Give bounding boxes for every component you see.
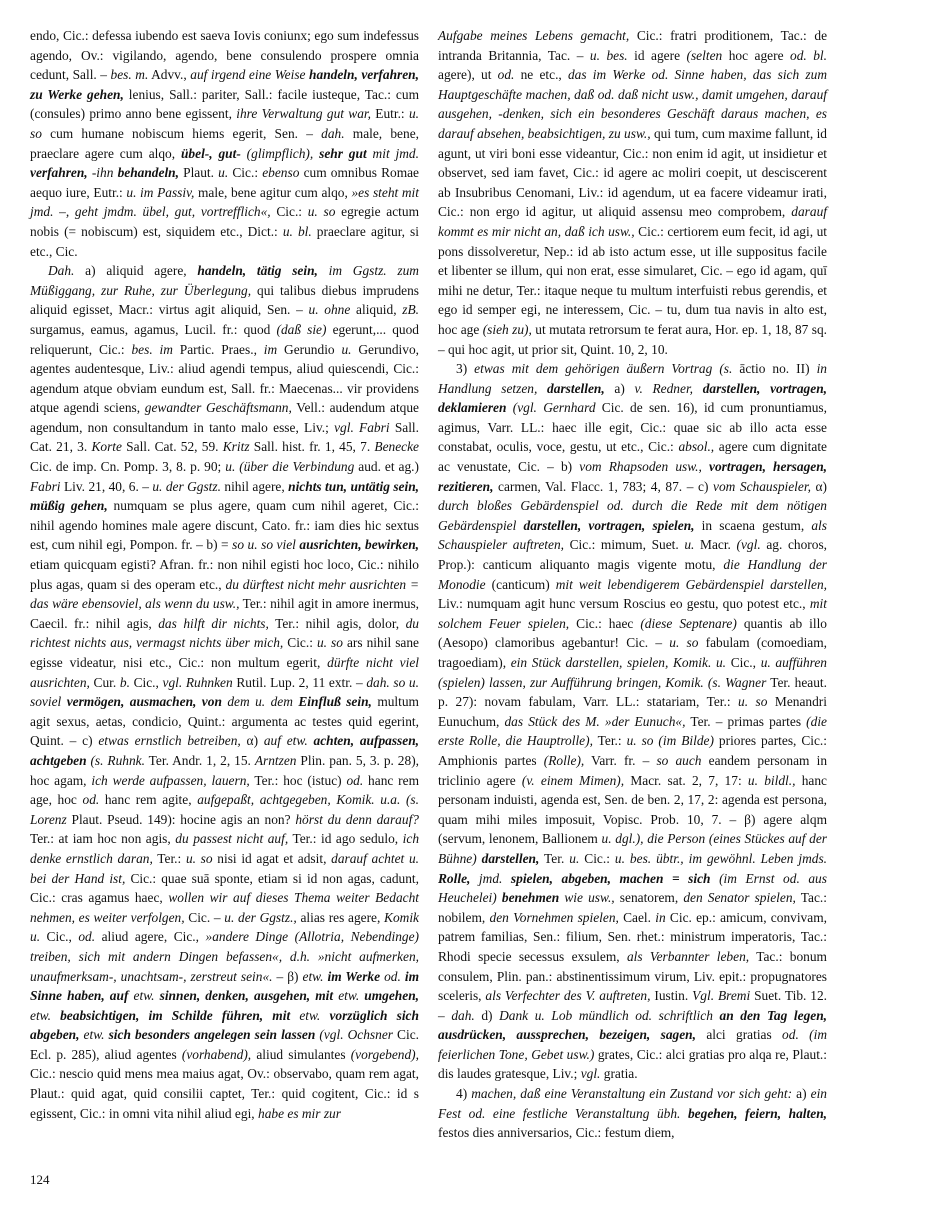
entry-paragraph: endo, Cic.: defessa iubendo est saeva Iovis coniunx; ego sum indefessus agendo, Ov.: vigilando, agendo, bene consulendo prospere omnia cedunt, Sall. – bes. m. Advv., auf irgend eine Weise handeln, verfahren, zu Werke gehen, lenius, Sall.: pariter, Sall.: facile iusteque, Tac.: cum (consules) primo anno bene egissent, ihre Verwaltung gut war, Eutr.: u. so cum humane nobiscum hiems egerit, Sen. – dah. male, bene, praeclare agere cum alqo, übel-, gut- (glimpflich), sehr gut mit jmd. verfahren, -ihn behandeln, Plaut. u. Cic.: ebenso cum omnibus Romae aequo iure, Eutr.: u. im Passiv, male, bene agitur cum alqo, »es steht mit jmd. –, geht jmdm. übel, gut, vortrefflich«, Cic.: u. so egregie actum nobis (= nobiscum) est, siquidem etc., Dict.: u. bl. praeclare agitur, si etc., Cic. bbox=[30, 28, 420, 259]
page-number: 124 bbox=[30, 1172, 50, 1187]
entry-paragraph: Dah. a) aliquid agere, handeln, tätig sein, im Ggstz. zum Müßiggang, zur Ruhe, zur Überlegung, qui talibus diebus imprudens aliquid egisset, Macr.: virtus agit aliquid, Sen. – u. ohne aliquid, zB. surgamus, eamus, agamus, Lucil. fr.: quod (daß sie) egerunt,... quod reliquerunt, Cic.: bes. im Partic. Praes., im Gerundio u. Gerundivo, agentes audentesque, Liv.: aliud agendi tempus, aliud quiescendi, Cic.: agendum atque obviam eundum est, Sall. fr.: Maecenas... vir providens atque agendi sciens, gewandter Geschäftsmann, Vell.: audendum atque agendum, non consultandum in tanto malo esse, Liv.; vgl. Fabri Sall. Cat. 21, 3. Korte Sall. Cat. 52, 59. Kritz Sall. hist. fr. 1, 45, 7. Benecke Cic. de imp. Cn. Pomp. 3, 8. p. 90; u. (über die Verbindung aud. et ag.) Fabri Liv. 21, 40, 6. – u. der Ggstz. nihil agere, nichts tun, untätig sein, müßig gehen, numquam se plus agere, quam cum nihil ageret, Cic.: nihil agendo homines male agere discunt, Cato. fr.: iam dies hic sextus est, cum nihil egi, Pompon. fr. – b) = so u. so viel ausrichten, bewirken, etiam quicquam egisti? Afran. fr.: non nihil egisti hoc loco, Cic.: nihilo plus agas, quam si des operam etc., du dürftest nicht mehr ausrichten = das wäre ebensoviel, als wenn du usw., Ter.: nihil agit in amore inermus, Caecil. fr.: nihil agis, das hilft dir nichts, Ter.: nihil agis, dolor, du richtest nichts aus, vermagst nichts über mich, Cic.: u. so ars nihil sane egisse videatur, nisi etc., Cic.: non multum egerit, dürfte nicht viel ausrichten, Cur. b. Cic., vgl. Ruhnken Rutil. Lup. 2, 11 extr. – dah. so u. soviel vermögen, ausmachen, von dem u. dem Einfluß sein, multum agit sexus, aetas, condicio, Quint.: argumenta ac testes quid egerint, Quint. – c) etwas ernstlich betreiben, α) auf etw. achten, aufpassen, achtgeben (s. Ruhnk. Ter. Andr. 1, 2, 15. Arntzen Plin. pan. 5, 3. p. 28), hoc agam, ich werde aufpassen, lauern, Ter.: hoc (istuc) od. hanc rem age, hoc od. hanc rem agite, aufgepaßt, achtgegeben, Komik. u.a. (s. Lorenz Plaut. Pseud. 149): hocine agis an non? hörst du denn darauf? Ter.: at iam hoc non agis, du passest nicht auf, Ter.: id ago sedulo, ich denke ernstlich daran, Ter.: u. so nisi id agat et adsit, darauf achtet u. bei der Hand ist, Cic.: quae suā sponte, etiam si id non agas, cadunt, Cic.: cras agamus haec, wollen wir auf dieses Thema weiter Bedacht nehmen, es weiter verfolgen, Cic. – u. der Ggstz., alias res agere, Komik u. Cic., od. aliud agere, Cic., »andere Dinge (Allotria, Nebendinge) treiben, sich mit andern Dingen befassen«, d.h. »nicht aufmerken, unaufmerksam-, unachtsam-, zerstreut sein«. – β) etw. im Werke od. im Sinne haben, auf etw. sinnen, denken, ausgehen, mit etw. umgehen, etw. beabsichtigen, im Schilde führen, mit etw. vorzüglich sich abgeben, etw. sich besonders angelegen sein lassen (vgl. Ochsner Cic. Ecl. p. 285), aliud agentes (vorhabend), aliud simulantes (vorgebend), Cic.: nescio quid mens mea maius agat, Ov.: observabo, quam rem agat, Plaut.: quid agat, quid consilii captet, Ter.: quid cogitent, Cic.: id s egissent, Cic.: in omni vita nihil aliud egi, habe es mir zur bbox=[30, 263, 420, 1121]
left-column bbox=[30, 26, 419, 1123]
entry-paragraph: 3) etwas mit dem gehörigen äußern Vortrag (s. āctio no. II) in Handlung setzen, darstellen, a) v. Redner, darstellen, vortragen, deklamieren (vgl. Gernhard Cic. de sen. 16), id cum pronuntiamus, agimus, Varr. LL.: haec ille egit, Cic.: quae sic ab illo acta esse constabat, oculis, voce, gestu, ut etc., Cic.: absol., agere cum dignitate ac venustate, Cic. – b) vom Rhapsoden usw., vortragen, hersagen, rezitieren, carmen, Val. Flacc. 1, 783; 4, 87. – c) vom Schauspieler, α) durch bloßes Gebärdenspiel od. durch die Rede mit dem nötigen Gebärdenspiel darstellen, vortragen, spielen, in scaena gestum, als Schauspieler auftreten, Cic.: mimum, Suet. u. Macr. (vgl. ag. choros, Prop.): canticum aliquanto magis vigente motu, die Handlung der Monodie (canticum) mit weit lebendigerem Gebärdenspiel darstellen, Liv.: numquam agit hunc versum Roscius eo gestu, quo potest etc., mit solchem Feuer spielen, Cic.: haec (diese Septenare) quantis ab illo (Aesopo) clamoribus agebantur! Cic. – u. so fabulam (comoediam, tragoediam), ein Stück darstellen, spielen, Komik. u. Cic., u. aufführen (spielen) lassen, zur Aufführung bringen, Komik. (s. Wagner Ter. heaut. p. 27): novam fabulam, Varr. LL.: statariam, Ter.: u. so Menandri Eunuchum, das Stück des M. »der Eunuch«, Ter. – primas partes (die erste Rolle, die Hauptrolle), Ter.: u. so (im Bilde) priores partes, Cic.: Amphionis partes (Rolle), Varr. fr. – so auch eandem personam in triclinio agere (v. einem Mimen), Macr. sat. 2, 7, 17: u. bildl., hanc personam induisti, agenda est, Sen. de ben. 2, 17, 2: agenda est persona, quam mihi miles imposuit, Vopisc. Prob. 10, 7. – β) agere alqm (servum, lenonem, Ballionem u. dgl.), die Person (eines Stückes auf der Bühne) darstellen, Ter. u. Cic.: u. bes. übtr., im gewöhnl. Leben jmds. Rolle, jmd. spielen, abgeben, machen = sich (im Ernst od. aus Heuchelei) benehmen wie usw., senatorem, den Senator spielen, Tac.: nobilem, den Vornehmen spielen, Cael. in Cic. ep.: amicum, convivam, patrem familias, Sen.: filium, Sen. rhet.: ministrum imperatoris, Tac.: Rhodi specie secessus exsulem, als Verbannter leben, Tac.: bonum consulem, Plin. pan.: abstinentissimum virum, Liv. epit.: propugnatores sceleris, als Verfechter des V. auftreten, Iustin. Vgl. Bremi Suet. Tib. 12. – dah. d) Dank u. Lob mündlich od. schriftlich an den Tag legen, ausdrücken, aussprechen, bezeigen, sagen, alci gratias od. (im feierlichen Tone, Gebet usw.) grates, Cic.: alci gratias pro alqa re, Plaut.: dis laudes gratesque, Liv.; vgl. gratia. bbox=[438, 361, 828, 1082]
entry-paragraph: 4) machen, daß eine Veranstaltung ein Zustand vor sich geht: a) ein Fest od. eine festliche Veranstaltung übh. begehen, feiern, halten, festos dies anniversarios, Cic.: festum diem, bbox=[438, 1086, 827, 1141]
right-column bbox=[438, 26, 827, 1143]
entry-paragraph: Aufgabe meines Lebens gemacht, Cic.: fratri proditionem, Tac.: de intranda Britannia, Tac. – u. bes. id agere (selten hoc agere od. bl. agere), ut od. ne etc., das im Werke od. Sinne haben, das sich zum Hauptgeschäfte machen, daß od. daß nicht usw., damit umgehen, darauf ausgehen, -denken, sich ein besonderes Geschäft daraus machen, es darauf absehen, beabsichtigen, zu usw., qui tum, cum maxime fallunt, id agunt, ut viri boni esse videantur, Cic.: non enim id agit, ut insidietur et observet, sed iam favet, Cic.: id agere ac moliri coepit, ut desciscerent ab Insubribus Cenomani, Liv.: id agendum, ut ea facere videamur irati, Cic.: non ergo id agitur, ut aliquid assensu meo comprobem, darauf kommt es mir nicht an, daß ich usw., Cic.: certiorem eum fecit, id agi, ut pons dissolveretur, Nep.: id ab isto actum esse, ut ille suppositus facile et libenter se illum, qui non erat, esse simularet, Cic. – ego id agam, quī mihi ne detur, Ter.: itaque neque tu multum interfuisti rebus gerendis, et ego id semper egi, ne interessem, Cic. – tu, dum tua navis in alto est, hoc age (sieh zu), ut mutata retrorsum te ferat aura, Hor. ep. 1, 18, 87 sq. – qui hoc agit, ut prior sit, Quint. 10, 2, 10. bbox=[438, 28, 828, 357]
